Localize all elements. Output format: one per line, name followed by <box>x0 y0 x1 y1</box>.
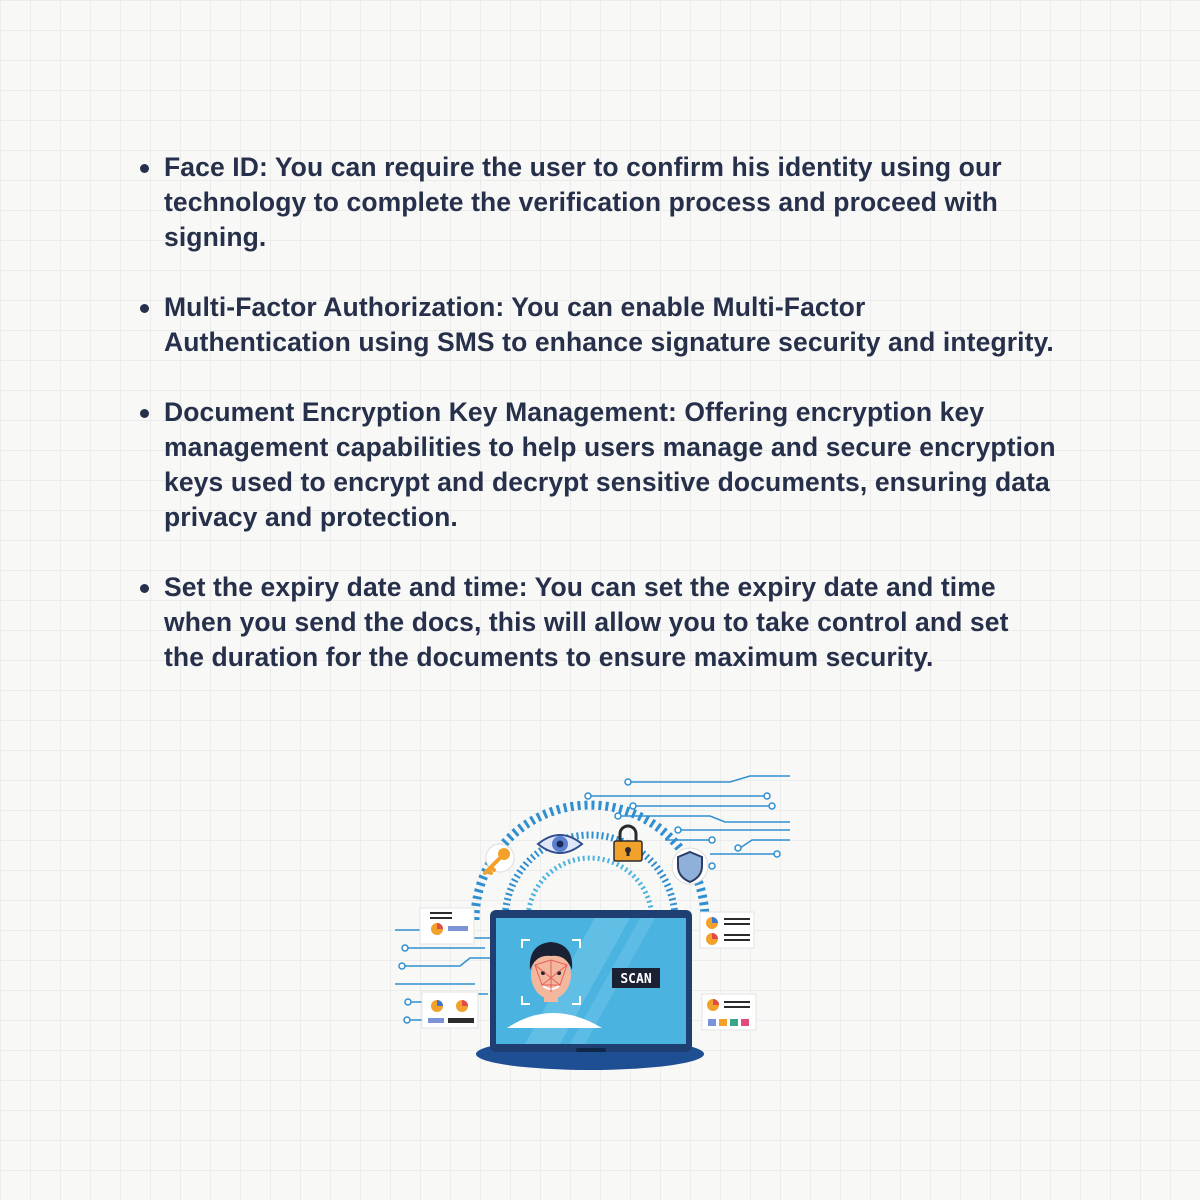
feature-multi-factor: Multi-Factor Authorization: You can enable Multi-Factor Authentication using SMS to enhance signature security and integrity. <box>136 290 1056 360</box>
info-card-left-top <box>420 908 474 944</box>
key-icon <box>485 844 514 873</box>
padlock-icon <box>614 826 642 861</box>
feature-list <box>136 150 1056 710</box>
svg-text:SCAN: SCAN <box>620 972 652 987</box>
eye-icon <box>538 835 582 853</box>
shield-icon <box>672 848 708 884</box>
feature-expiry-date: Set the expiry date and time: You can set the expiry date and time when you send the docs, this will allow you to take control and set the duration for the documents to ensure maximum security. <box>136 570 1056 675</box>
security-illustration <box>380 770 810 1080</box>
feature-encryption-key-management: Document Encryption Key Management: Offering encryption key management capabilities to help users manage and secure encryption keys used to encrypt and decrypt sensitive documents, ensuring data privacy and protection. <box>136 395 1056 535</box>
scan-label <box>612 968 660 988</box>
feature-face-id: Face ID: You can require the user to confirm his identity using our technology to complete the verification process and proceed with signing. <box>136 150 1056 255</box>
info-card-left-bottom <box>422 992 478 1028</box>
info-card-right-bottom <box>702 994 756 1030</box>
info-card-right-top <box>700 912 754 948</box>
laptop <box>476 910 704 1070</box>
